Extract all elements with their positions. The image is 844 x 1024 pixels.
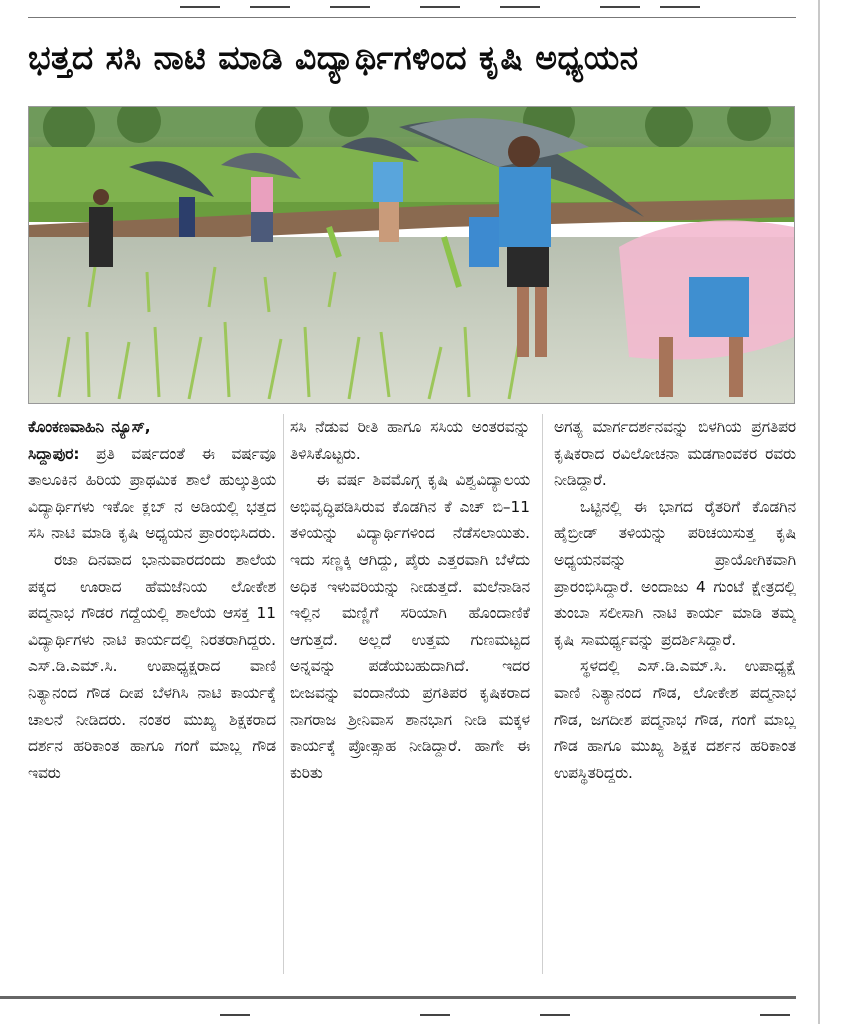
byline: ಕೊಂಕಣವಾಹಿನಿ ನ್ಯೂಸ್, bbox=[28, 418, 151, 436]
paragraph-5: ಅಗತ್ಯ ಮಾರ್ಗದರ್ಶನವನ್ನು ಬಿಳಗಿಯ ಪ್ರಗತಿಪರ ಕೃಷಿಕರಾದ ರವಿಲೋಚನಾ ಮಡಗಾಂವಕರ ರವರು ನೀಡಿದ್ದಾರೆ. bbox=[554, 418, 796, 490]
column-divider-2 bbox=[542, 414, 543, 974]
clipped-next-line bbox=[540, 1014, 570, 1024]
paragraph-1-text: ಪ್ರತಿ ವರ್ಷದಂತೆ ಈ ವರ್ಷವೂ ತಾಲೂಕಿನ ಹಿರಿಯ ಪ್ರಾಥಮಿಕ ಶಾಲೆ ಹುಲ್ಕುತ್ರಿಯ ವಿದ್ಯಾರ್ಥಿಗಳು ಇಕೋ ಕ್ಲಬ್ ನ ಅಡಿಯಲ್ಲಿ ಭತ್ತದ ಸಸಿ ನಾಟಿ ಮಾಡಿ ಕೃಷಿ ಅಧ್ಯಯನ ಪ್ರಾರಂಭಿಸಿದರು. bbox=[28, 444, 276, 543]
clipped-next-line bbox=[220, 1014, 250, 1024]
dateline: ಸಿದ್ದಾಪುರ: bbox=[28, 444, 80, 463]
top-rule bbox=[28, 17, 796, 18]
column-3 bbox=[554, 414, 796, 974]
clipped-next-line bbox=[420, 1014, 450, 1024]
column-2 bbox=[290, 414, 530, 974]
page-edge-line bbox=[818, 0, 820, 1024]
column-divider-1 bbox=[283, 414, 284, 974]
paragraph-4: ಈ ವರ್ಷ ಶಿವಮೊಗ್ಗ ಕೃಷಿ ವಿಶ್ವವಿದ್ಯಾಲಯ ಅಭಿವೃದ್ಧಿಪಡಿಸಿರುವ ಕೊಡಗಿನ ಕೆ ಎಚ್ ಬಿ–11 ತಳಿಯನ್ನು ವಿದ್ಯಾರ್ಥಿಗಳಿಂದ ನೆಡೆಸಲಾಯಿತು. ಇದು ಸಣ್ಣಕ್ಕಿ ಆಗಿದ್ದು, ಪೈರು ಎತ್ತರವಾಗಿ ಬೆಳೆದು ಅಧಿಕ ಇಳುವರಿಯನ್ನು ನೀಡುತ್ತದೆ. ಮಲೆನಾಡಿನ ಇಲ್ಲಿನ ಮಣ್ಣಿಗೆ ಸರಿಯಾಗಿ ಹೊಂದಾಣಿಕೆ ಆಗುತ್ತದೆ. ಅಲ್ಲದೆ ಉತ್ತಮ ಗುಣಮಟ್ಟದ ಅನ್ನವನ್ನು ಪಡೆಯಬಹುದಾಗಿದೆ. ಇದರ ಬೀಜವನ್ನು ವಂದಾನೆಯ ಪ್ರಗತಿಪರ ಕೃಷಿಕರಾದ ನಾಗರಾಜ ಶ್ರೀನಿವಾಸ ಶಾನಭಾಗ ನೀಡಿ ಮಕ್ಕಳ ಕಾರ್ಯಕ್ಕೆ ಪ್ರೋತ್ಸಾಹ ನೀಡಿದ್ದಾರೆ. ಹಾಗೇ ಈ ಕುರಿತು bbox=[290, 471, 530, 782]
paragraph-1 bbox=[28, 441, 276, 547]
paragraph-2: ರಜಾ ದಿನವಾದ ಭಾನುವಾರದಂದು ಶಾಲೆಯ ಪಕ್ಕದ ಊರಾದ ಹೆಮಜೆನಿಯ ಲೋಕೇಶ ಪದ್ಮನಾಭ ಗೌಡರ ಗದ್ದೆಯಲ್ಲಿ ಶಾಲೆಯ ಆಸಕ್ತ 11 ವಿದ್ಯಾರ್ಥಿಗಳು ನಾಟಿ ಕಾರ್ಯದಲ್ಲಿ ನಿರತರಾಗಿದ್ದರು. ಎಸ್.ಡಿ.ಎಮ್.ಸಿ. ಉಪಾಧ್ಯಕ್ಷರಾದ ವಾಣಿ ನಿತ್ಯಾನಂದ ಗೌಡ ದೀಪ ಬೆಳಗಿಸಿ ನಾಟಿ ಕಾರ್ಯಕ್ಕೆ ಚಾಲನೆ ನೀಡಿದರು. ನಂತರ ಮುಖ್ಯ ಶಿಕ್ಷಕರಾದ ದರ್ಶನ ಹರಿಕಾಂತ ಹಾಗೂ ಗಂಗೆ ಮಾಬ್ಲ ಗೌಡ ಇವರು bbox=[28, 550, 276, 782]
clipped-next-line bbox=[760, 1014, 790, 1024]
column-1 bbox=[28, 414, 276, 974]
bottom-rule bbox=[0, 996, 796, 999]
paragraph-7: ಸ್ಥಳದಲ್ಲಿ ಎಸ್.ಡಿ.ಎಮ್.ಸಿ. ಉಪಾಧ್ಯಕ್ಷೆ ವಾಣಿ ನಿತ್ಯಾನಂದ ಗೌಡ, ಲೋಕೇಶ ಪದ್ಮನಾಭ ಗೌಡ, ಜಗದೀಶ ಪದ್ಮನಾಭ ಗೌಡ, ಗಂಗೆ ಮಾಬ್ಲ ಗೌಡ ಹಾಗೂ ಮುಖ್ಯ ಶಿಕ್ಷಕ ದರ್ಶನ ಹರಿಕಾಂತ ಉಪಸ್ಥಿತರಿದ್ದರು. bbox=[554, 657, 796, 782]
article-body bbox=[28, 414, 796, 974]
article-photo bbox=[28, 106, 795, 404]
paddy-field-photo bbox=[29, 107, 794, 403]
clipped-previous-line bbox=[0, 0, 844, 14]
article-headline: ಭತ್ತದ ಸಸಿ ನಾಟಿ ಮಾಡಿ ವಿದ್ಯಾರ್ಥಿಗಳಿಂದ ಕೃಷಿ ಅಧ್ಯಯನ bbox=[28, 38, 639, 77]
paragraph-3: ಸಸಿ ನೆಡುವ ರೀತಿ ಹಾಗೂ ಸಸಿಯ ಅಂತರವನ್ನು ತಿಳಿಸಿಕೊಟ್ಟರು. bbox=[290, 418, 530, 463]
paragraph-6: ಒಟ್ಟಿನಲ್ಲಿ ಈ ಭಾಗದ ರೈತರಿಗೆ ಕೊಡಗಿನ ಹೈಬ್ರೀಡ್ ತಳಿಯನ್ನು ಪರಿಚಯಿಸುತ್ತ ಕೃಷಿ ಅಧ್ಯಯನವನ್ನು ಪ್ರಾಯೋಗಿಕವಾಗಿ ಪ್ರಾರಂಭಿಸಿದ್ದಾರೆ. ಅಂದಾಜು 4 ಗುಂಟೆ ಕ್ಷೇತ್ರದಲ್ಲಿ ತುಂಬಾ ಸಲೀಸಾಗಿ ನಾಟಿ ಕಾರ್ಯ ಮಾಡಿ ತಮ್ಮ ಕೃಷಿ ಸಾಮರ್ಥ್ಯವನ್ನು ಪ್ರದರ್ಶಿಸಿದ್ದಾರೆ. bbox=[554, 497, 796, 649]
